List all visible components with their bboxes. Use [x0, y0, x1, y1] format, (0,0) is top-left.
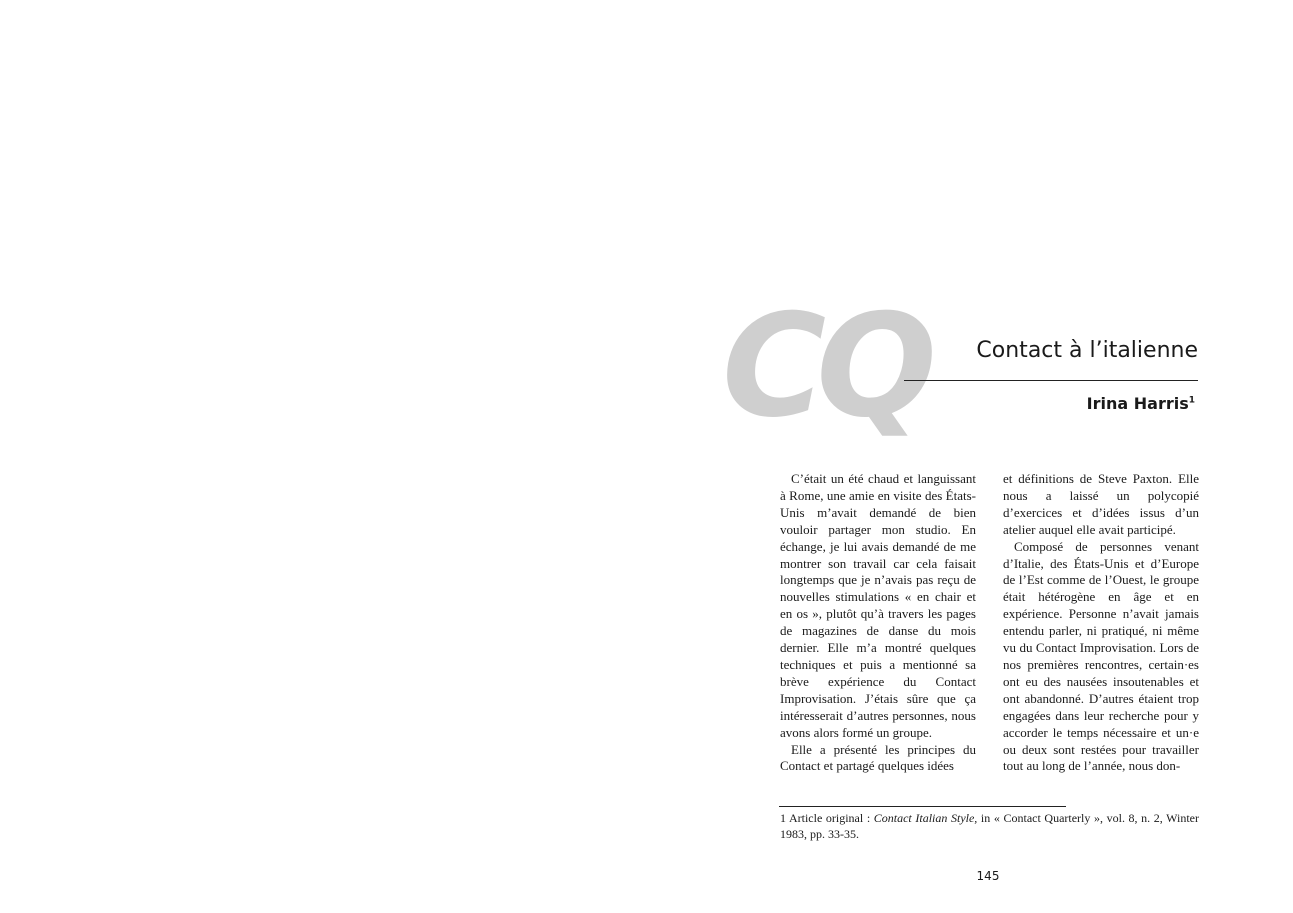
body-paragraph: Elle a présenté les principes du Contact et partagé quelques idées [780, 741, 976, 774]
footnote-citation: in « Contact Quarterly », vol. 8, n. 2, Winter 1983, pp. 33-35. [780, 811, 1199, 841]
author-name: Irina Harris [1086, 394, 1189, 413]
footnote [780, 810, 1199, 842]
footnote-source-title: Contact Italian Style, [873, 811, 978, 825]
article-title: Contact à l’italienne [976, 338, 1198, 363]
body-column-right [1003, 471, 1199, 775]
author-byline [1087, 394, 1195, 413]
body-paragraph: C’était un été chaud et languissant à Rome, une amie en visite des États-Unis m’avait demandé de bien vouloir partager mon studio. En échange, je lui avais demandé de me montrer son travail car cela faisait longtemps que je n’avais pas reçu de nouvelles stimulations « en chair et en os », plutôt qu’à travers les pages de magazines de danse du mois dernier. Elle m’a montré quelques techniques et puis a mentionné sa brève expérience du Contact Improvisation. J’étais sûre que ça intéresserait d’autres personnes, nous avons alors formé un groupe. [780, 471, 976, 740]
footnote-number: 1 [780, 811, 786, 825]
body-paragraph: et définitions de Steve Paxton. Elle nous a laissé un polycopié d’exercices et d’idées issus d’un atelier auquel elle avait participé. [1003, 471, 1199, 537]
body-paragraph: Composé de personnes venant d’Italie, des États-Unis et d’Europe de l’Est comme de l’Ouest, le groupe était hétérogène en âge et en expérience. Personne n’avait jamais entendu parler, ni pratiqué, ni même vu du Contact Improvisation. Lors de nos premières rencontres, certain·es ont eu des nausées insoutenables et ont abandonné. D’autres étaient trop engagées dans leur recherche pour y accorder le temps nécessaire et un·e ou deux sont restées pour travailler tout au long de l’année, nous don- [1003, 538, 1199, 774]
footnote-marker: 1 [1188, 395, 1195, 406]
page-number: 145 [976, 869, 1000, 883]
footnote-prefix: Article original : [788, 811, 874, 825]
body-column-left [780, 471, 976, 775]
cq-logo: CQ [722, 284, 927, 449]
title-divider [904, 380, 1198, 381]
footnote-divider [779, 806, 1066, 807]
